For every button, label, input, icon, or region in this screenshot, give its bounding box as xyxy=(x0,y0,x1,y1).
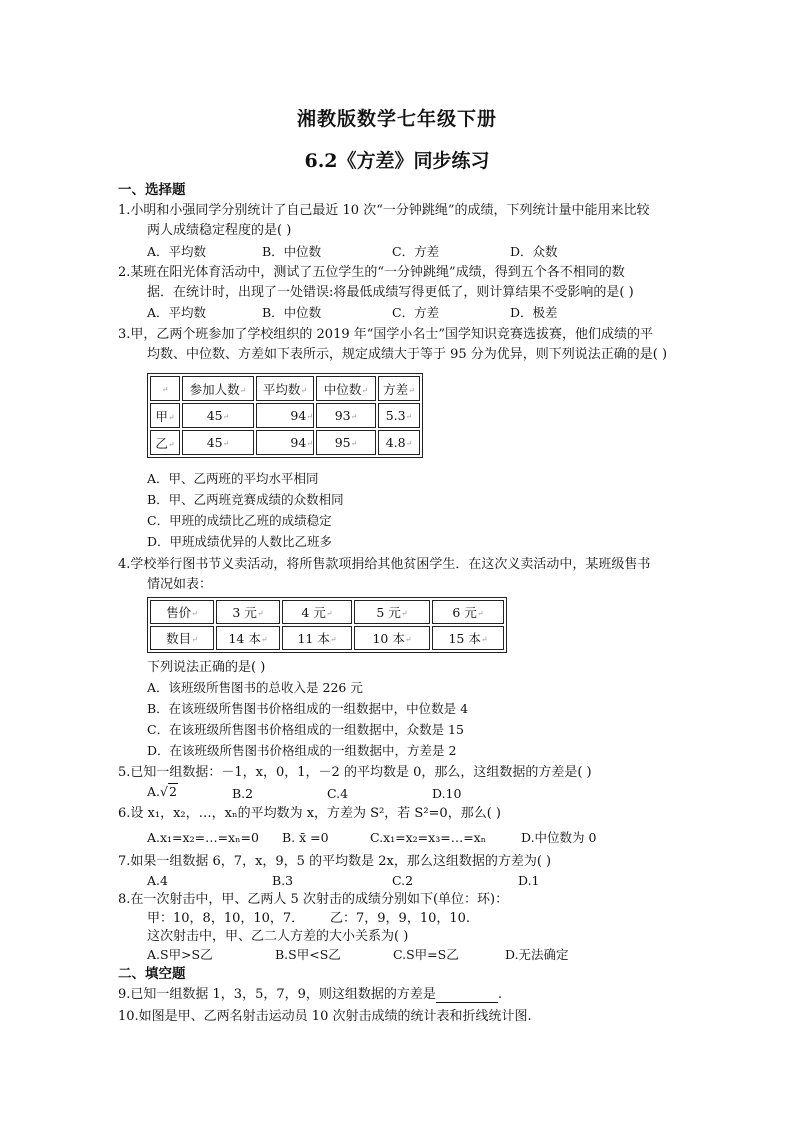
q3-option-a: A．甲、乙两班的平均水平相同 xyxy=(147,471,319,486)
q8-jia-scores: 甲：10，8，10，10，7． xyxy=(147,911,305,926)
q1-option-c: C．方差 xyxy=(392,244,440,259)
q3-table-row-jia xyxy=(150,403,420,428)
q3-stats-table xyxy=(147,373,423,458)
q3-table-cell: 45↵ xyxy=(182,403,254,428)
q7-option-a: A.4 xyxy=(147,873,168,888)
q5-option-b: B.2 xyxy=(232,786,254,801)
q5-option-a: A.√2 xyxy=(147,784,177,799)
q2-option-d: D．极差 xyxy=(510,305,558,320)
q3-table-cell: 5.3↵ xyxy=(378,403,420,428)
q6-option-b: B. x̄ =0 xyxy=(282,830,329,845)
q4-table-cell: 10 本↵ xyxy=(354,626,430,650)
q6-option-a: A.x₁=x₂=…=xₙ=0 xyxy=(147,830,259,845)
q4-table-cell: 3 元↵ xyxy=(216,600,280,624)
q7-option-c: C.2 xyxy=(392,873,414,888)
q4-option-d: D．在该班级所售图书价格组成的一组数据中，方差是 2 xyxy=(147,743,457,758)
q8-yi-scores: 乙：7，9，9，10，10. xyxy=(330,911,471,926)
answer-blank[interactable] xyxy=(436,989,498,1003)
q4-table-cell: 5 元↵ xyxy=(354,600,430,624)
q3-table-header-cell: 中位数↵ xyxy=(316,376,376,401)
q3-table-header-cell: 平均数↵ xyxy=(256,376,314,401)
q4-table-count-row xyxy=(150,626,504,650)
q3-option-d: D．甲班成绩优异的人数比乙班多 xyxy=(147,534,333,549)
q3-option-c: C．甲班的成绩比乙班的成绩稳定 xyxy=(147,513,332,528)
q7-option-b: B.3 xyxy=(272,873,294,888)
q5-option-d: D.10 xyxy=(432,786,462,801)
q2-option-b: B．中位数 xyxy=(262,305,322,320)
q7-stem: 7.如果一组数据 6，7，x，9，5 的平均数是 2x，那么这组数据的方差为( ) xyxy=(118,854,552,869)
q8-option-a: A.S甲>S乙 xyxy=(147,947,213,962)
q4-table-cell: 15 本↵ xyxy=(432,626,504,650)
q7-option-d: D.1 xyxy=(518,873,540,888)
document-title: 湘教版数学七年级下册 xyxy=(296,108,497,130)
q1-option-d: D．众数 xyxy=(510,244,558,259)
q2-stem-line2: 据．在统计时，出现了一处错误:将最低成绩写得更低了，则计算结果不受影响的是( ) xyxy=(147,285,634,300)
q3-table-cell: 45↵ xyxy=(182,430,254,455)
q3-table-row-yi xyxy=(150,430,420,455)
q4-stem-line3: 下列说法正确的是( ) xyxy=(147,660,266,675)
q2-option-c: C．方差 xyxy=(392,305,440,320)
q6-stem: 6.设 x₁，x₂，…，xₙ的平均数为 x，方差为 S²，若 S²=0，那么( ) xyxy=(118,806,501,821)
q3-option-b: B．甲、乙两班竞赛成绩的众数相同 xyxy=(147,492,344,507)
q4-table-cell: 11 本↵ xyxy=(282,626,352,650)
q6-option-c: C.x₁=x₂=x₃=…=xₙ xyxy=(370,830,487,845)
q1-stem-line2: 两人成绩稳定程度的是( ) xyxy=(147,223,292,238)
q1-stem-line1: 1.小明和小强同学分别统计了自己最近 10 次“一分钟跳绳”的成绩，下列统计量中能用来比较 xyxy=(118,203,650,218)
q2-option-a: A．平均数 xyxy=(147,305,207,320)
q4-stem-line1: 4.学校举行图书节义卖活动，将所售款项捐给其他贫困学生．在这次义卖活动中，某班级售书 xyxy=(118,557,651,572)
q2-stem-line1: 2.某班在阳光体育活动中，测试了五位学生的“一分钟跳绳”成绩，得到五个各不相同的数 xyxy=(118,265,625,280)
q8-option-d: D.无法确定 xyxy=(505,947,569,962)
q4-table-cell: 6 元↵ xyxy=(432,600,504,624)
q3-table-cell: 93↵ xyxy=(316,403,376,428)
q8-stem-line1: 8.在一次射击中，甲、乙两人 5 次射击的成绩分别如下(单位：环)： xyxy=(118,892,509,907)
q3-table-cell: 乙↵ xyxy=(150,430,180,455)
q1-option-b: B．中位数 xyxy=(262,244,322,259)
q5-stem: 5.已知一组数据：－1，x，0，1，－2 的平均数是 0，那么，这组数据的方差是( ) xyxy=(118,765,592,780)
q4-table-cell: 4 元↵ xyxy=(282,600,352,624)
q3-stem-line1: 3.甲，乙两个班参加了学校组织的 2019 年“国学小名士”国学知识竞赛选拔赛，他们成绩的平 xyxy=(118,327,654,342)
q3-table-cell: 94↵ xyxy=(256,403,314,428)
q5-option-c: C.4 xyxy=(327,786,349,801)
q3-table-header-row xyxy=(150,376,420,401)
q8-option-b: B.S甲<S乙 xyxy=(275,947,341,962)
q1-option-a: A．平均数 xyxy=(147,244,207,259)
q4-table-cell: 数目↵ xyxy=(150,626,214,650)
q3-table-cell: 94↵ xyxy=(256,430,314,455)
q4-table-cell: 14 本↵ xyxy=(216,626,280,650)
q3-table-cell: 95↵ xyxy=(316,430,376,455)
q4-sales-table xyxy=(147,597,507,653)
q3-table-cell: 甲↵ xyxy=(150,403,180,428)
q4-option-b: B．在该班级所售图书价格组成的一组数据中，中位数是 4 xyxy=(147,701,469,716)
section-heading-choice: 一、选择题 xyxy=(118,182,186,198)
document-subtitle: 6.2《方差》同步练习 xyxy=(304,150,490,172)
q8-option-c: C.S甲=S乙 xyxy=(393,947,459,962)
q3-table-header-cell: 参加人数↵ xyxy=(182,376,254,401)
q3-stem-line2: 均数、中位数、方差如下表所示，规定成绩大于等于 95 分为优异，则下列说法正确的是( ) xyxy=(147,347,668,362)
section-heading-fill: 二、填空题 xyxy=(118,966,186,982)
q4-stem-line2: 情况如表： xyxy=(147,577,213,592)
q8-stem-line3: 这次射击中，甲、乙二人方差的大小关系为( ) xyxy=(147,929,409,944)
q4-option-a: A．该班级所售图书的总收入是 226 元 xyxy=(147,680,363,695)
q4-table-cell: 售价↵ xyxy=(150,600,214,624)
q6-option-d: D.中位数为 0 xyxy=(521,830,597,845)
q3-table-cell: 4.8↵ xyxy=(378,430,420,455)
q9-stem: 9.已知一组数据 1，3，5，7，9，则这组数据的方差是 . xyxy=(118,987,503,1002)
sqrt-symbol: √2 xyxy=(160,784,177,799)
q4-table-price-row xyxy=(150,600,504,624)
q10-stem: 10.如图是甲、乙两名射击运动员 10 次射击成绩的统计表和折线统计图. xyxy=(118,1009,532,1024)
q4-option-c: C．在该班级所售图书价格组成的一组数据中，众数是 15 xyxy=(147,722,464,737)
q3-table-corner: ↵ xyxy=(150,376,180,401)
q3-table-header-cell: 方差↵ xyxy=(378,376,420,401)
